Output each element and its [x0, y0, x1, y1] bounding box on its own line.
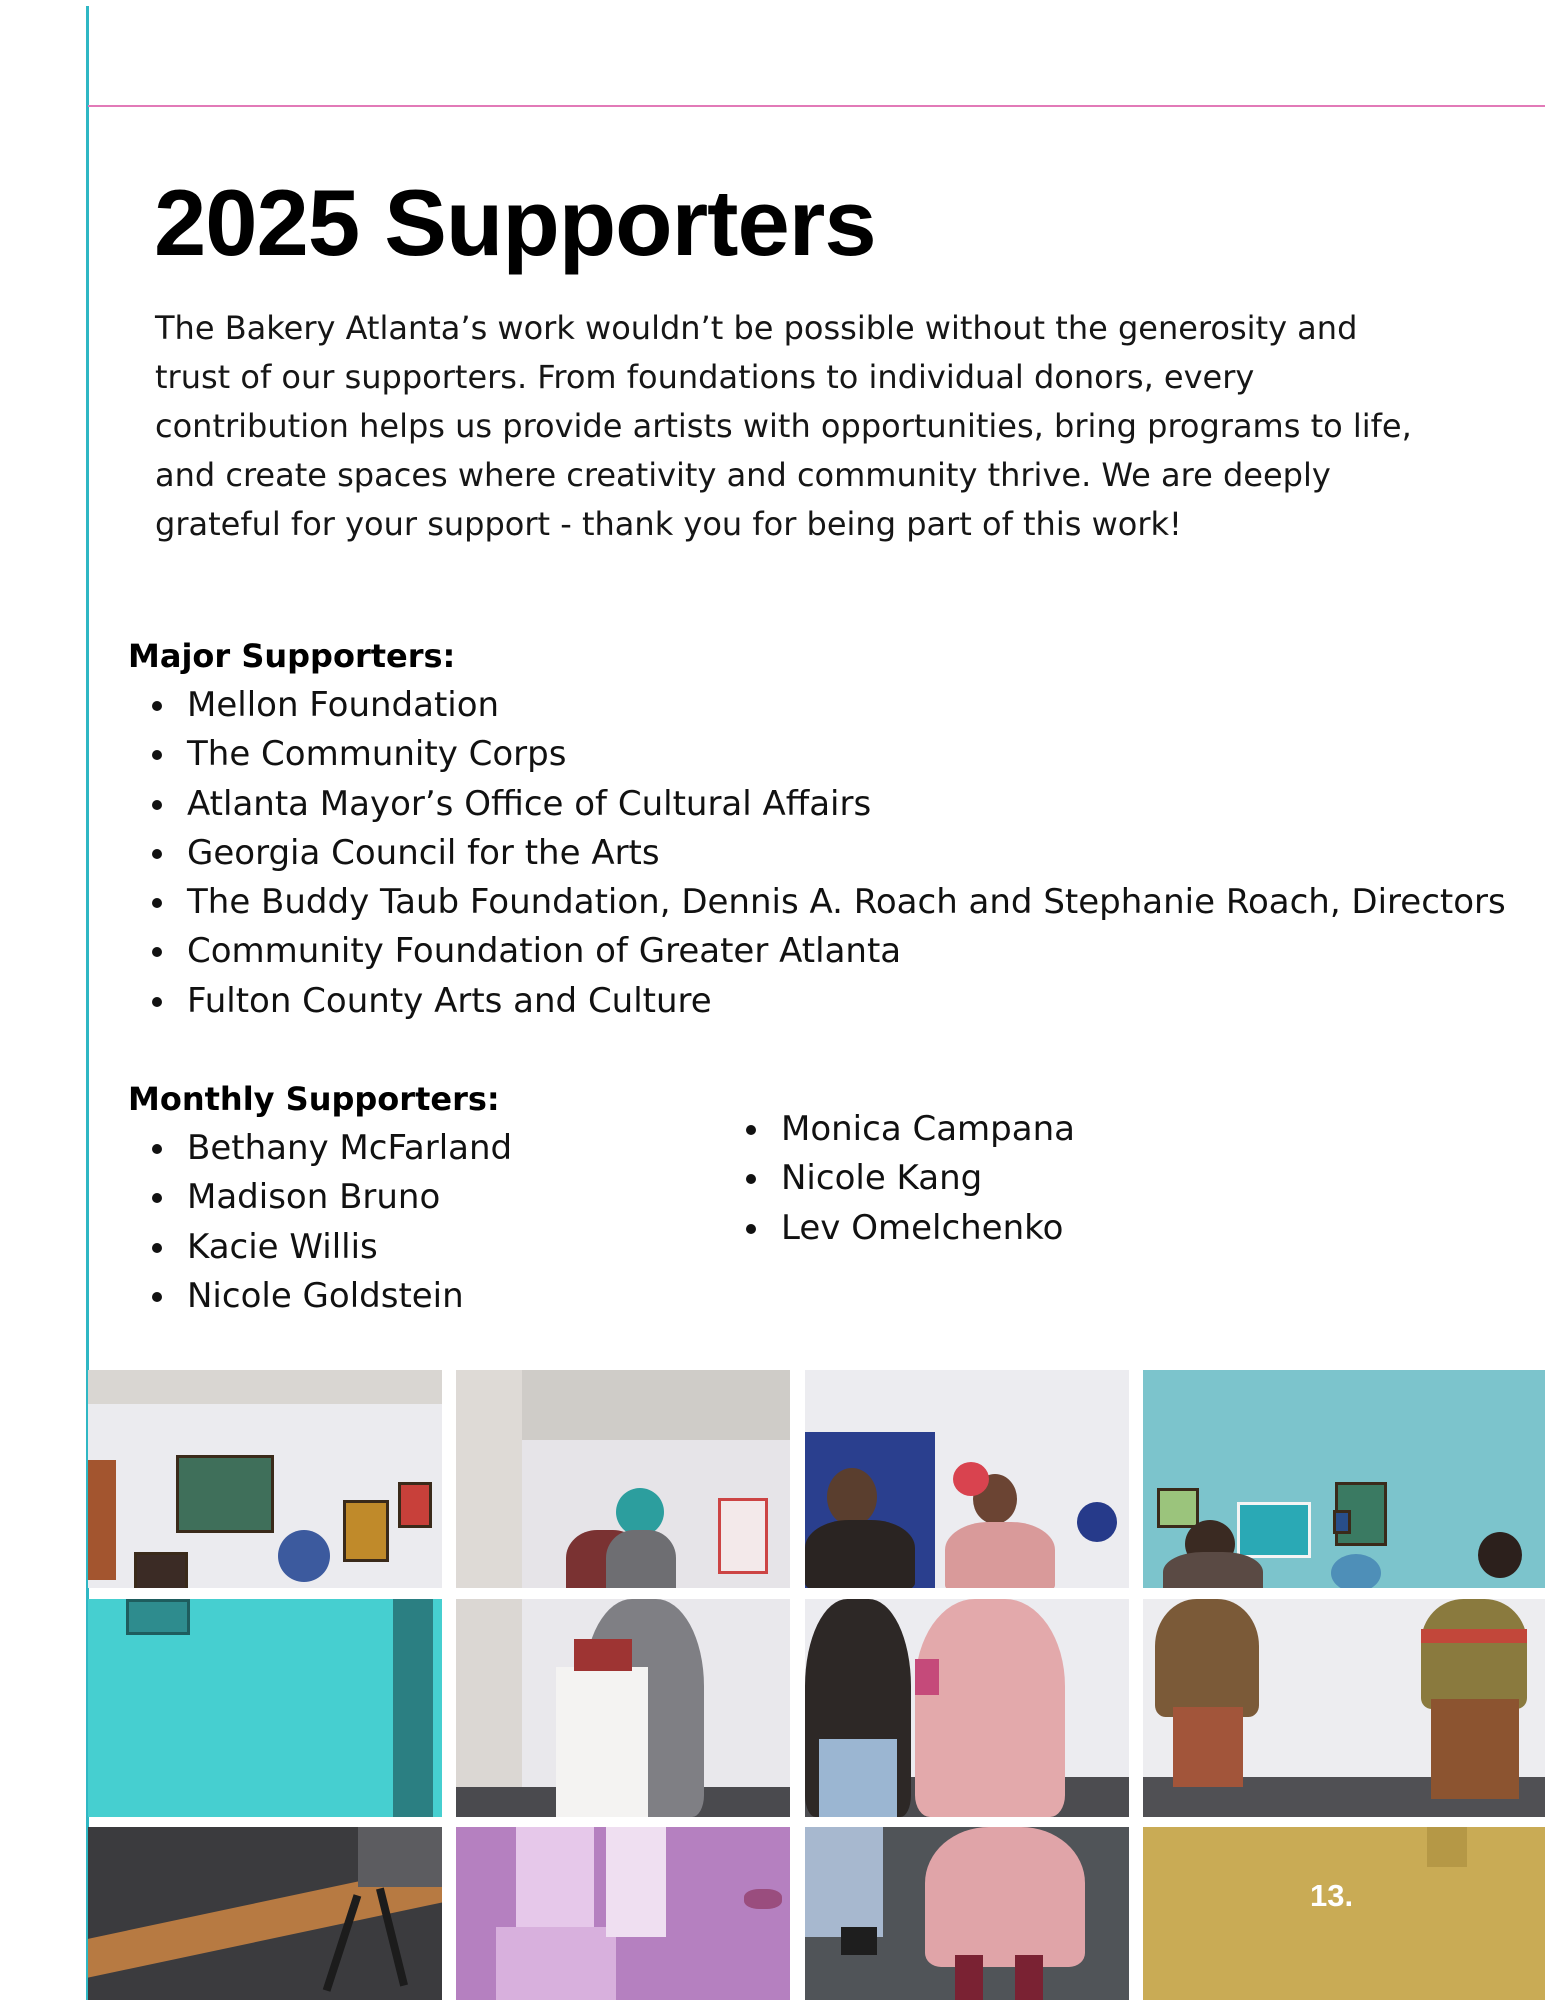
gallery-photo-visitors-doorway	[805, 1370, 1129, 1588]
gallery-photo-visitors-closeup	[805, 1599, 1129, 1817]
page-number: 13.	[1310, 1878, 1354, 1913]
list-item: The Community Corps	[128, 730, 1506, 779]
list-item: Bethany McFarland	[128, 1124, 512, 1173]
gallery-photo-sculpture-pedestal	[456, 1599, 790, 1817]
gallery-photo-teal-wall	[1143, 1370, 1545, 1588]
gallery-photo-artwork-wall	[88, 1370, 442, 1588]
monthly-supporters-heading: Monthly Supporters:	[128, 1080, 500, 1118]
gallery-photo-bench	[88, 1827, 442, 2000]
gallery-photo-teal-tint	[88, 1599, 442, 1817]
list-item: Mellon Foundation	[128, 681, 1506, 730]
list-item: Kacie Willis	[128, 1223, 512, 1272]
page-title: 2025 Supporters	[154, 170, 876, 275]
list-item: Monica Campana	[722, 1105, 1075, 1154]
list-item: Georgia Council for the Arts	[128, 829, 1506, 878]
intro-paragraph: The Bakery Atlanta’s work wouldn’t be possible without the generosity and trust of our supporters. From foundations to individual donors, every contribution helps us provide artists with opportunities, bring programs to life, and create spaces where creativity and community thrive. We are deeply grateful for your support - thank you for being part of this work!	[155, 309, 1412, 543]
major-supporters-heading: Major Supporters:	[128, 637, 456, 675]
list-item: Madison Bruno	[128, 1173, 512, 1222]
gallery-photo-visitors-backs	[1143, 1599, 1545, 1817]
gallery-photo-purple-tint	[456, 1827, 790, 2000]
gallery-photo-feet	[805, 1827, 1129, 2000]
list-item: Lev Omelchenko	[722, 1204, 1075, 1253]
list-item: Atlanta Mayor’s Office of Cultural Affairs	[128, 780, 1506, 829]
list-item: Community Foundation of Greater Atlanta	[128, 927, 1506, 976]
list-item: Fulton County Arts and Culture	[128, 977, 1506, 1026]
list-item: The Buddy Taub Foundation, Dennis A. Roach and Stephanie Roach, Directors	[128, 878, 1506, 927]
list-item: Nicole Kang	[722, 1154, 1075, 1203]
gallery-photo-visitors	[456, 1370, 790, 1588]
list-item: Nicole Goldstein	[128, 1272, 512, 1321]
